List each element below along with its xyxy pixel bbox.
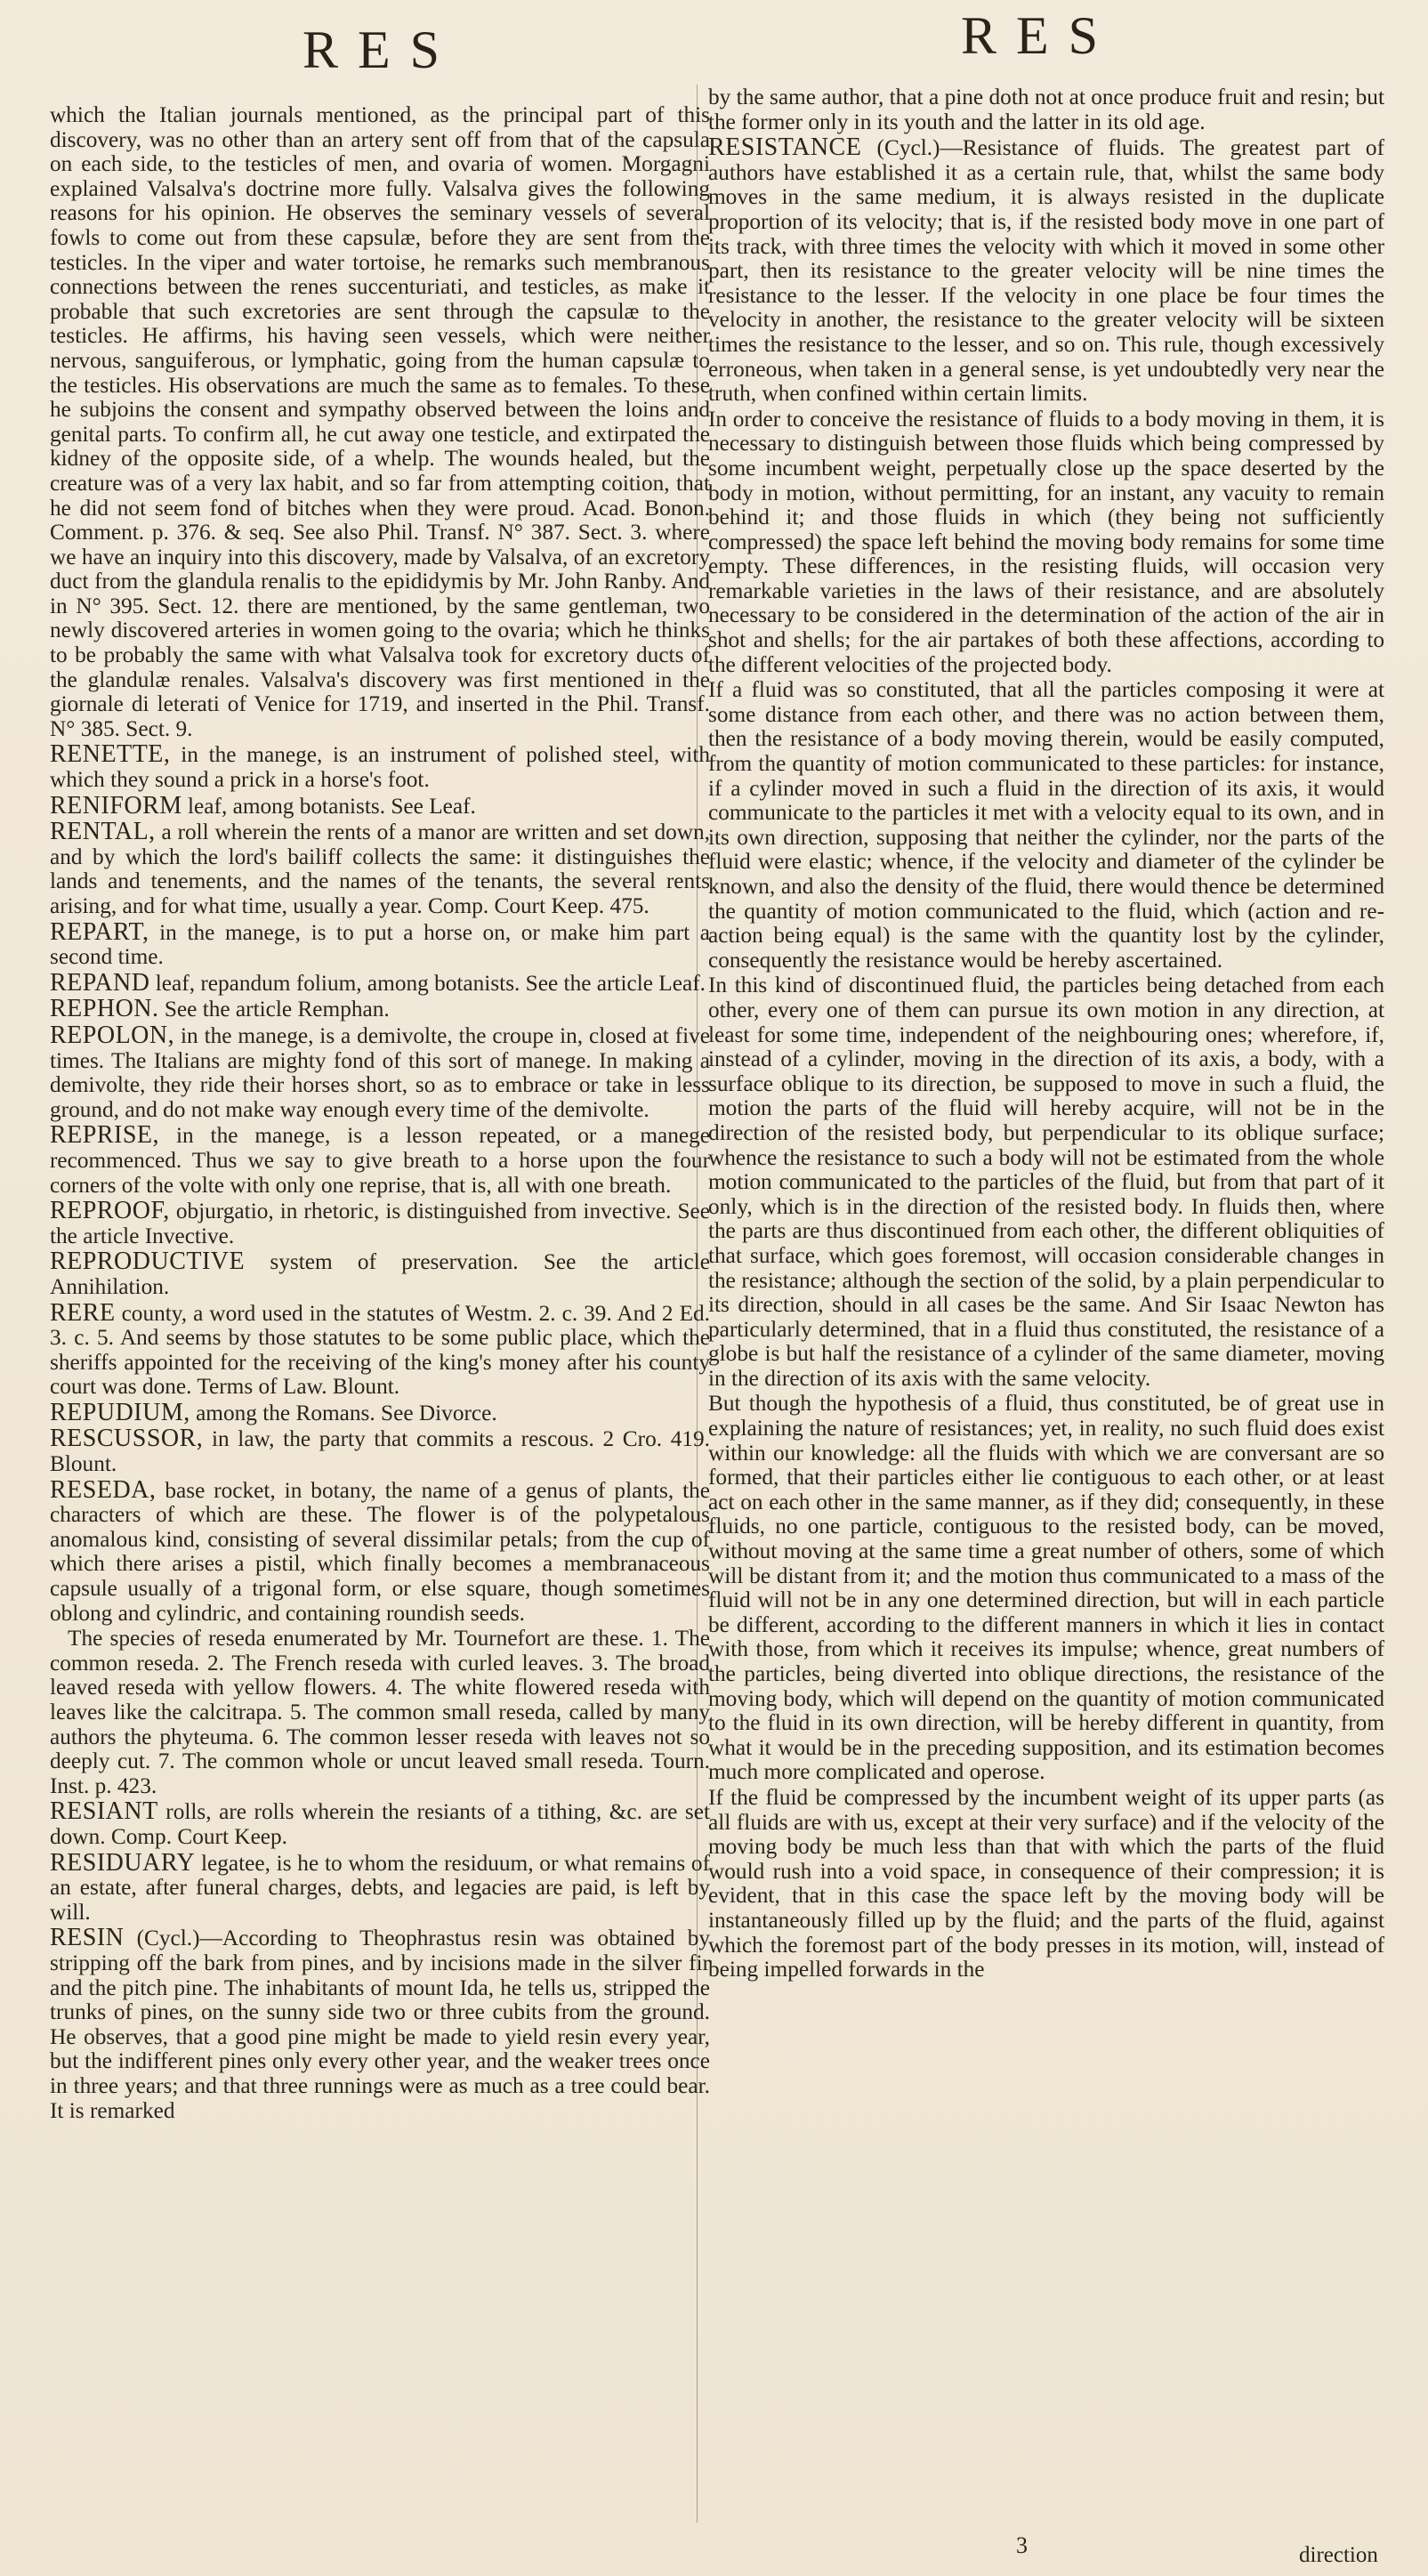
running-head-left: RES <box>303 20 460 79</box>
paragraph: In order to conceive the resistance of fluids to a body moving in them, it is necessary to distinguish between those fluids which being compressed by some incumbent weight, perpetually close up the space deserted by the body in motion, without permitting, for an instant, any vacuity to remain behind it; and those fluids in which (they being not sufficiently compressed) the space left behind the moving body remains for some time empty. These differences, in the resisting fluids, will occasion very remarkable varieties in the laws of their resistance, and are absolutely necessary to be considered in the determination of the action of the air in shot and shells; for the air partakes of both these affections, according to the different velocities of the projected body. <box>708 406 1384 677</box>
entry-reniform: RENIFORM leaf, among botanists. See Leaf. <box>50 791 476 820</box>
entry-rere: RERE county, a word used in the statutes of Westm. 2. c. 39. And 2 Ed. 3. c. 5. And seems by those statutes to be some public place, which the sheriffs appointed for the receiving of the king's money after his county court was done. Terms of Law. Blount. <box>50 1298 710 1400</box>
entry-residuary: RESIDUARY legatee, is he to whom the residuum, or what remains of an estate, after funeral charges, debts, and legacies are paid, is left by will. <box>50 1848 710 1925</box>
entry-repand: REPAND leaf, repandum folium, among botanists. See the article Leaf. <box>50 968 706 997</box>
entry-reprise: REPRISE, in the manege, is a lesson repeated, or a manege recommenced. Thus we say to give breath to a horse upon the four corners of the volte with only one reprise, that is, all with one breath. <box>50 1121 710 1198</box>
running-head-right: RES <box>961 6 1118 65</box>
entry-reproof: REPROOF, objurgatio, in rhetoric, is distinguished from invective. See the article Invective. <box>50 1197 711 1248</box>
entry-rephon: REPHON. See the article Remphan. <box>50 995 390 1023</box>
catchword: direction <box>1299 2543 1378 2567</box>
entry: which the Italian journals mentioned, as the principal part of this discovery, was no other than an artery sent off from that of the capsula on each side, to the testicles of men, and ovaria of women. Morgagni explained Valsalva's doctrine more fully. Valsalva gives the following reasons for his opinion. He observes the seminary vessels of several fowls to come out from these capsulæ, before they are sent from the testicles. In the viper and water tortoise, he remarks such membranous connections between the renes succenturiati, and testicles, as make it probable that such excretories are sent through the capsulæ to the testicles. He affirms, his having seen vessels, which were neither nervous, sanguiferous, or lymphatic, going from the human capsulæ to the testicles. His observations are much the same as to females. To these he subjoins the consent and sympathy observed between the loins and genital parts. To confirm all, he cut away one testicle, and extirpated the kidney of the opposite side, of a whelp. The wounds healed, but the creature was of a very lax habit, and so far from attempting coition, that he did not seem fond of bitches when they were proud. Acad. Bonon. Comment. p. 376. & seq. See also Phil. Transf. N° 387. Sect. 3. where we have an inquiry into this discovery, made by Valsalva, of an excretory duct from the glandula renalis to the epididymis by Mr. John Ranby. And in N° 395. Sect. 12. there are mentioned, by the same gentleman, two newly discovered arteries in women going to the ovaria; which he thinks to be probably the same with what Valsalva took for excretory ducts of the glandulæ renales. Valsalva's discovery was first mentioned in the giornale di leterati of Venice for 1719, and inserted in the Phil. Transf. N° 385. Sect. 9. <box>50 102 710 741</box>
entry-rescussor: RESCUSSOR, in law, the party that commits a rescous. 2 Cro. 419. Blount. <box>50 1425 710 1477</box>
entry-renette: RENETTE, in the manege, is an instrument of polished steel, with which they sound a prick in a horse's foot. <box>50 740 710 793</box>
entry-reproductive: REPRODUCTIVE system of preservation. See the article Annihilation. <box>50 1248 710 1299</box>
paragraph: But though the hypothesis of a fluid, thus constituted, be of great use in explaining the nature of resistances; yet, in reality, no such fluid does exist within our knowledge: all the fluids with which we are conversant are so formed, that their particles either lie contiguous to each other, or at least act on each other in the same manner, as if they did; consequently, in these fluids, no one particle, contiguous to the resisted body, can be moved, without moving at the same time a great number of others, some of which will be distant from it; and the motion thus communicated to a mass of the fluid will not be in any one determined direction, but will in each particle be different, according to the different manners in which it lies in contact with those, from which it receives its impulse; whence, great numbers of the particles, being diverted into oblique directions, the resistance of the moving body, which will depend on the quantity of motion communicated to the fluid in its own direction, will be hereby different in quantity, from what it would be in the preceding supposition, and its estimation becomes much more complicated and operose. <box>708 1391 1384 1785</box>
left-column <box>50 103 710 2123</box>
paragraph: In this kind of discontinued fluid, the particles being detached from each other, every one of them can pursue its own motion in any direction, at least for some time, independent of the neighbouring ones; wherefore, if, instead of a cylinder, moving in the direction of its axis, a body, with a surface oblique to its direction, be supposed to move in such a fluid, the motion the parts of the fluid will hereby acquire, will not be in the direction of the resisted body, but perpendicular to its oblique surface; whence the resistance to such a body will not be estimated from the whole motion communicated to the particles of the fluid, but from that part of it only, which is in the direction of the resisted body. In fluids then, where the parts are thus discontinued from each other, the different obliquities of that surface, which goes foremost, will occasion considerable changes in the resistance; although the section of the solid, by a plain perpendicular to its direction, should in all cases be the same. And Sir Isaac Newton has particularly determined, that in a fluid thus constituted, the resistance of a globe is but half the resistance of a cylinder of the same diameter, moving in the direction of its axis with the same velocity. <box>708 973 1384 1391</box>
entry-resin: RESIN (Cycl.)—According to Theophrastus resin was obtained by stripping off the bark from pines, and by incisions made in the silver fir and the pitch pine. The inhabitants of mount Ida, he tells us, stripped the trunks of pines, on the sunny side two or three cubits from the ground. He observes, that a good pine might be made to yield resin every year, but the indifferent pines only every other year, and the weaker trees once in three years; and that three runnings were as much as a tree could bear. It is remarked <box>50 1924 710 2123</box>
entry-rental: RENTAL, a roll wherein the rents of a manor are written and set down, and by which the lord's bailiff collects the same: it distinguishes the lands and tenements, and the names of the tenants, the several rents arising, and for what time, usually a year. Comp. Court Keep. 475. <box>50 818 710 918</box>
paragraph: If a fluid was so constituted, that all the particles composing it were at some distance from each other, and there was no action between them, then the resistance of a body moving therein, would be easily computed, from the quantity of motion communicated to these particles: for instance, if a cylinder moved in such a fluid in the direction of its axis, it would communicate to the particles it met with a velocity equal to its own, and in its own direction, supposing that neither the cylinder, nor the parts of the fluid were elastic; whence, if the velocity and diameter of the cylinder be known, and also the density of the fluid, there would thence be determined the quantity of motion communicated to the fluid, which (action and re-action being equal) is the same with the quantity lost by the cylinder, consequently the resistance would be hereby ascertained. <box>708 677 1384 973</box>
entry-repart: REPART, in the manege, is to put a horse on, or make him part a second time. <box>50 917 711 970</box>
entry-resiant: RESIANT rolls, are rolls wherein the resiants of a tithing, &c. are set down. Comp. Court Keep. <box>50 1797 710 1849</box>
entry-resin-continued: by the same author, that a pine doth not at once produce fruit and resin; but the former only in its youth and the latter in its old age. <box>708 85 1384 134</box>
entry-reseda-species: The species of reseda enumerated by Mr. Tournefort are these. 1. The common reseda. 2. The French reseda with curled leaves. 3. The broad leaved reseda with yellow flowers. 4. The white flowered reseda with leaves like the calcitrapa. 5. The common small reseda, called by many authors the phyteuma. 6. The common lesser reseda with leaves not so deeply cut. 7. The common whole or uncut leaved small reseda. Tourn. Inst. p. 423. <box>50 1626 710 1798</box>
entry-reseda: RESEDA, base rocket, in botany, the name of a genus of plants, the characters of which are these. The flower is of the polypetalous anomalous kind, consisting of several dissimilar petals; from the cup of which there arises a pistil, which finally becomes a membranaceous capsule usually of a trigonal form, or else square, though sometimes oblong and cylindric, and containing roundish seeds. <box>50 1475 711 1626</box>
paragraph: If the fluid be compressed by the incumbent weight of its upper parts (as all fluids are with us, except at their very surface) and if the velocity of the moving body be much less than that with which the parts of the fluid would rush into a void space, in consequence of their compression; it is evident, that in this case the space left by the moving body will be instantaneously filled up by the fluid; and the parts of the fluid, against which the foremost part of the body presses in its motion, will, instead of being impelled forwards in the <box>708 1784 1384 1982</box>
right-column <box>708 85 1384 1982</box>
entry-resistance: RESISTANCE (Cycl.)—Resistance of fluids. The greatest part of authors have established it as a certain rule, that, whilst the same body moves in the same medium, it is always resisted in the duplicate proportion of its velocity; that is, if the resisted body move in one part of its track, with three times the velocity with which it moved in some other part, then its resistance to the greater velocity will be nine times the resistance to the lesser. If the velocity in one place be four times the velocity in another, the resistance to the greater velocity will be sixteen times the resistance to the lesser, and so on. This rule, though excessively erroneous, when taken in a general sense, is yet undoubtedly very near the truth, when confined within certain limits. <box>708 133 1384 407</box>
entry-repudium: REPUDIUM, among the Romans. See Divorce. <box>50 1398 497 1426</box>
entry-repolon: REPOLON, in the manege, is a demivolte, the croupe in, closed at five times. The Italians are mighty fond of this sort of manege. In making a demivolte, they ride their horses short, so as to embrace or take in less ground, and do not make way enough every time of the demivolte. <box>50 1021 710 1122</box>
page-number: 3 <box>1016 2532 1028 2558</box>
